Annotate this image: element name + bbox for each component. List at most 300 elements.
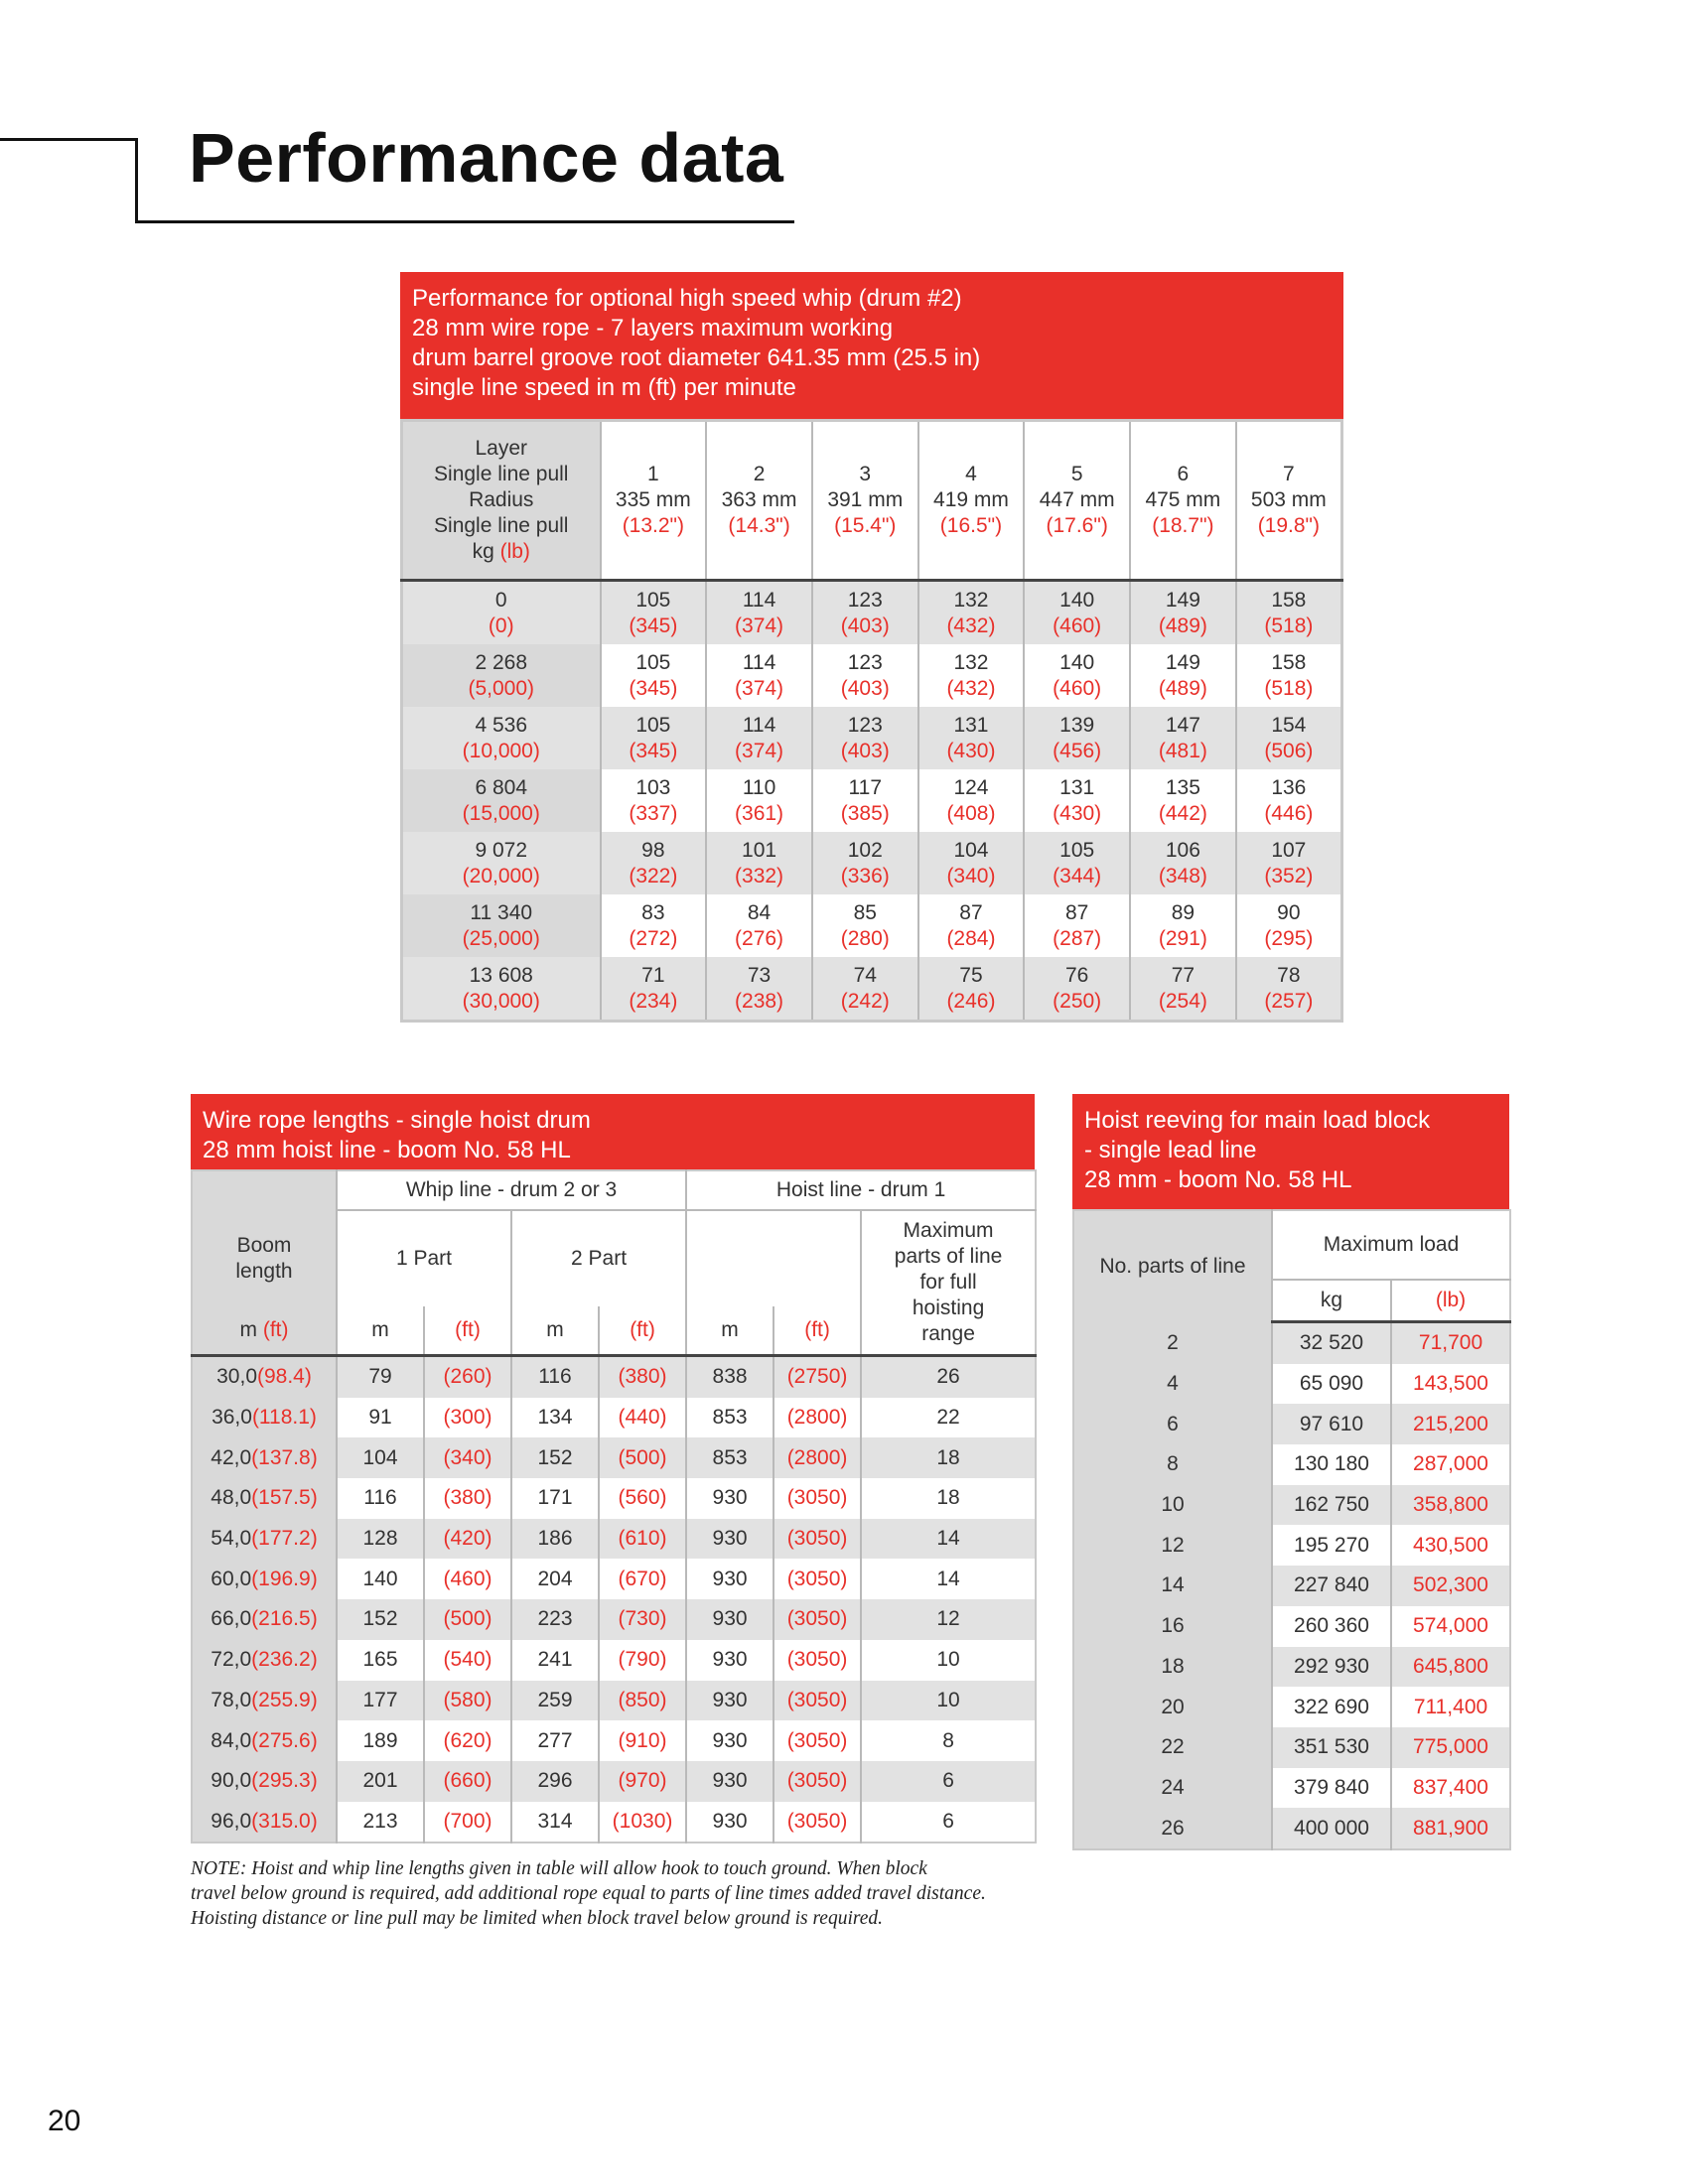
cell-text: (456): [1053, 739, 1102, 762]
load-lb-cell: [1391, 1687, 1510, 1727]
pull-cell: [402, 957, 601, 1022]
length-cell: [337, 1599, 424, 1640]
cell-text: length: [235, 1260, 293, 1283]
load-lb-cell: [1391, 1322, 1510, 1364]
table-row: [192, 1802, 1036, 1843]
cell-text: (442): [1158, 801, 1207, 825]
cell-text: 20: [1161, 1695, 1185, 1718]
cell-text: 71,700: [1418, 1331, 1483, 1355]
cell-text: 36,0: [211, 1406, 252, 1430]
table-row: [1073, 1687, 1510, 1727]
speed-cell: [1130, 957, 1236, 1022]
load-lb-cell: [1391, 1647, 1510, 1688]
cell-text: (255.9): [251, 1688, 318, 1711]
length-cell: [686, 1599, 774, 1640]
length-cell: [511, 1519, 599, 1560]
cell-text: (98.4): [257, 1365, 312, 1389]
boom-length-header: [192, 1170, 337, 1306]
reeving-header-line: - single lead line: [1084, 1137, 1257, 1163]
cell-text: (408): [946, 801, 996, 825]
length-cell: [599, 1398, 686, 1438]
length-cell: [337, 1681, 424, 1721]
page-title: Performance data: [189, 119, 784, 197]
cell-text: 103: [635, 775, 671, 799]
cell-text: 1 Part: [395, 1247, 453, 1270]
cell-text: 98: [641, 838, 665, 862]
speed-cell: [706, 832, 812, 894]
table-row: [192, 1478, 1036, 1519]
cell-text: (446): [1264, 801, 1314, 825]
cell-text: (10,000): [462, 739, 540, 762]
boom-length-cell: [192, 1356, 337, 1398]
cell-text: 78,0: [211, 1688, 252, 1711]
speed-cell: [812, 769, 918, 832]
speed-cell: [1024, 707, 1130, 769]
cell-text: (420): [443, 1527, 492, 1551]
speed-cell: [812, 957, 918, 1022]
cell-text: 8: [1167, 1452, 1179, 1476]
speed-cell: [1130, 707, 1236, 769]
length-cell: [511, 1681, 599, 1721]
cell-text: 154: [1271, 713, 1307, 737]
cell-text: 147: [1165, 713, 1200, 737]
cell-text: 18: [936, 1445, 960, 1469]
boom-length-cell: [192, 1720, 337, 1761]
cell-text: 131: [1059, 775, 1095, 799]
cell-text: No. parts of line: [1099, 1254, 1246, 1278]
cell-text: 128: [362, 1527, 398, 1551]
cell-text: 116: [538, 1365, 572, 1389]
cell-text: 90,0: [211, 1769, 252, 1793]
speed-cell: [706, 707, 812, 769]
speed-cell: [1236, 644, 1342, 707]
cell-text: 87: [959, 900, 983, 924]
cell-text: (352): [1264, 864, 1314, 887]
unit-m-cell: [686, 1306, 774, 1356]
cell-text: 114: [742, 650, 776, 674]
cell-text: 351 530: [1294, 1735, 1369, 1759]
length-cell: [686, 1437, 774, 1478]
load-kg-cell: [1272, 1525, 1391, 1566]
note-line: Hoisting distance or line pull may be limited when block travel below ground is required.: [191, 1908, 884, 1929]
cell-text: 139: [1059, 713, 1095, 737]
length-cell: [774, 1356, 861, 1398]
one-part-header: [337, 1210, 511, 1306]
cell-text: 241: [537, 1648, 573, 1672]
length-cell: [599, 1356, 686, 1398]
parts-cell: [1073, 1606, 1272, 1647]
cell-text: 14: [1161, 1573, 1185, 1597]
cell-text: (238): [735, 989, 784, 1013]
length-cell: [861, 1559, 1036, 1599]
cell-text: 89: [1171, 900, 1196, 924]
speed-cell: [601, 832, 707, 894]
cell-text: (345): [629, 676, 678, 700]
boom-length-cell: [192, 1681, 337, 1721]
speed-cell: [918, 832, 1025, 894]
cell-text: (3050): [786, 1527, 848, 1551]
cell-text: 6: [942, 1809, 954, 1833]
load-lb-cell: [1391, 1727, 1510, 1768]
speed-cell: [601, 644, 707, 707]
length-cell: [686, 1519, 774, 1560]
cell-text: (374): [735, 739, 784, 762]
speed-cell: [601, 707, 707, 769]
cell-text: 158: [1271, 588, 1307, 612]
cell-text: kg: [1320, 1289, 1343, 1311]
boom-length-cell: [192, 1559, 337, 1599]
whip-line-group-header: [337, 1170, 686, 1210]
cell-text: parts of line: [894, 1245, 1003, 1268]
cell-text: 2 268: [475, 650, 528, 674]
table-row: [1073, 1606, 1510, 1647]
table-row: [402, 581, 1342, 645]
cell-text: 130 180: [1294, 1452, 1369, 1476]
speed-cell: [1024, 894, 1130, 957]
cell-text: 171: [537, 1486, 573, 1510]
speed-cell: [1236, 957, 1342, 1022]
length-cell: [599, 1478, 686, 1519]
cell-text: 3: [859, 463, 872, 485]
cell-text: 32 520: [1299, 1331, 1364, 1355]
speed-cell: [1130, 769, 1236, 832]
length-cell: [599, 1599, 686, 1640]
cell-text: (275.6): [251, 1728, 318, 1752]
cell-text: (284): [946, 926, 996, 950]
cell-text: 107: [1271, 838, 1307, 862]
speed-cell: [812, 894, 918, 957]
layer-header-cell: [812, 421, 918, 581]
wire-header-line: Wire rope lengths - single hoist drum: [203, 1107, 591, 1134]
length-cell: [337, 1356, 424, 1398]
cell-text: 165: [362, 1648, 398, 1672]
load-lb-cell: [1391, 1525, 1510, 1566]
cell-text: (481): [1158, 739, 1207, 762]
cell-text: (234): [629, 989, 678, 1013]
layer-header-cell: [706, 421, 812, 581]
cell-text: (432): [946, 614, 996, 637]
length-cell: [337, 1559, 424, 1599]
cell-text: (291): [1158, 926, 1207, 950]
cell-text: 215,200: [1413, 1412, 1488, 1435]
cell-text: hoisting: [912, 1297, 985, 1319]
cell-text: (2750): [786, 1365, 848, 1389]
cell-text: 838: [712, 1365, 748, 1389]
cell-text: 22: [1161, 1735, 1185, 1759]
cell-text: 162 750: [1294, 1493, 1369, 1517]
speed-cell: [1024, 644, 1130, 707]
cell-text: (518): [1264, 676, 1314, 700]
cell-text: 7: [1283, 463, 1295, 485]
table-row: [192, 1640, 1036, 1681]
table-row: [402, 832, 1342, 894]
cell-text: 881,900: [1413, 1816, 1488, 1840]
cell-text: 143,500: [1413, 1372, 1488, 1396]
parts-cell: [1073, 1647, 1272, 1688]
cell-text: 14: [936, 1527, 960, 1551]
title-frame: [0, 119, 794, 223]
cell-text: (345): [629, 614, 678, 637]
cell-text: 105: [635, 713, 671, 737]
cell-text: (18.7"): [1152, 514, 1214, 537]
speed-cell: [1130, 832, 1236, 894]
unit-lb-cell: [1391, 1280, 1510, 1322]
cell-text: (315.0): [251, 1809, 318, 1833]
unit-kg-cell: [1272, 1280, 1391, 1322]
table-row: [1073, 1808, 1510, 1849]
length-cell: [511, 1761, 599, 1802]
speed-cell: [601, 769, 707, 832]
length-cell: [686, 1559, 774, 1599]
boom-unit-cell: [192, 1306, 337, 1356]
load-kg-cell: [1272, 1606, 1391, 1647]
speed-cell: [1236, 894, 1342, 957]
table-row: [402, 769, 1342, 832]
cell-text: (15.4"): [834, 514, 897, 537]
length-cell: [774, 1559, 861, 1599]
cell-text: (157.5): [251, 1486, 318, 1510]
length-cell: [424, 1559, 511, 1599]
cell-text: 18: [1161, 1654, 1185, 1678]
cell-text: (322): [629, 864, 678, 887]
load-lb-cell: [1391, 1566, 1510, 1606]
cell-text: 152: [362, 1607, 398, 1631]
cell-text: 73: [747, 963, 772, 987]
note-line: travel below ground is required, add additional rope equal to parts of line times added travel distance.: [191, 1883, 986, 1904]
load-kg-cell: [1272, 1727, 1391, 1768]
cell-text: (2800): [786, 1406, 848, 1430]
length-cell: [861, 1437, 1036, 1478]
parts-cell: [1073, 1404, 1272, 1444]
whip-performance-table: [400, 419, 1343, 1023]
speed-cell: [1024, 581, 1130, 645]
unit-ft-cell: [599, 1306, 686, 1356]
cell-text: 6: [942, 1769, 954, 1793]
table-row: [402, 957, 1342, 1022]
cell-text: 10: [936, 1688, 960, 1711]
length-cell: [337, 1761, 424, 1802]
cell-text: 123: [847, 588, 883, 612]
table-header-row: [192, 1170, 1036, 1210]
speed-cell: [812, 707, 918, 769]
cell-text: 5: [1070, 463, 1083, 485]
speed-cell: [601, 894, 707, 957]
cell-text: Whip line - drum 2 or 3: [405, 1178, 618, 1201]
table-row: [192, 1761, 1036, 1802]
cell-text: 76: [1064, 963, 1089, 987]
cell-text: m: [546, 1318, 564, 1341]
cell-text: 85: [853, 900, 877, 924]
cell-text: (260): [443, 1365, 492, 1389]
cell-text: 4: [965, 463, 977, 485]
cell-text: m: [371, 1318, 389, 1341]
reeving-header-line: 28 mm - boom No. 58 HL: [1084, 1166, 1352, 1193]
length-cell: [774, 1720, 861, 1761]
cell-text: (540): [443, 1648, 492, 1672]
cell-text: (137.8): [251, 1445, 318, 1469]
cell-text: 132: [953, 588, 989, 612]
cell-text: 930: [712, 1486, 748, 1510]
pull-cell: [402, 707, 601, 769]
length-cell: [511, 1599, 599, 1640]
table-note: [191, 1856, 1064, 1931]
length-cell: [686, 1398, 774, 1438]
cell-text: (460): [1053, 676, 1102, 700]
cell-text: 136: [1271, 775, 1307, 799]
cell-text: 90: [1277, 900, 1301, 924]
length-cell: [861, 1599, 1036, 1640]
speed-cell: [812, 832, 918, 894]
title-rule-left: [135, 138, 138, 223]
cell-text: 227 840: [1294, 1573, 1369, 1597]
cell-text: (246): [946, 989, 996, 1013]
note-line: NOTE: Hoist and whip line lengths given in table will allow hook to touch ground. When block: [191, 1858, 927, 1879]
cell-text: 930: [712, 1809, 748, 1833]
speed-cell: [918, 769, 1025, 832]
cell-text: (20,000): [462, 864, 540, 887]
pull-cell: [402, 894, 601, 957]
cell-text: (3050): [786, 1486, 848, 1510]
cell-text: 645,800: [1413, 1654, 1488, 1678]
cell-text: (518): [1264, 614, 1314, 637]
length-cell: [774, 1802, 861, 1843]
cell-text: (430): [1053, 801, 1102, 825]
cell-text: (lb): [1435, 1289, 1467, 1311]
table-row: [402, 644, 1342, 707]
load-kg-cell: [1272, 1444, 1391, 1485]
cell-text: (580): [443, 1688, 492, 1711]
layer-header-cell: [1024, 421, 1130, 581]
cell-text: 140: [362, 1567, 398, 1590]
cell-text: (850): [618, 1688, 667, 1711]
cell-text: 314: [537, 1809, 573, 1833]
cell-text: 140: [1059, 650, 1095, 674]
load-kg-cell: [1272, 1364, 1391, 1405]
parts-cell: [1073, 1525, 1272, 1566]
cell-text: 72,0: [211, 1648, 252, 1672]
cell-text: (257): [1264, 989, 1314, 1013]
cell-text: 853: [712, 1406, 748, 1430]
length-cell: [686, 1356, 774, 1398]
cell-text: 18: [936, 1486, 960, 1510]
length-cell: [861, 1681, 1036, 1721]
length-cell: [861, 1761, 1036, 1802]
cell-text: 6: [1177, 463, 1190, 485]
cell-text: 124: [953, 775, 989, 799]
cell-text: 930: [712, 1527, 748, 1551]
cell-text: (30,000): [462, 989, 540, 1013]
cell-text: 447 mm: [1039, 488, 1115, 511]
cell-text: (432): [946, 676, 996, 700]
length-cell: [774, 1640, 861, 1681]
cell-text: 104: [362, 1445, 398, 1469]
cell-text: (430): [946, 739, 996, 762]
cell-text: (1030): [612, 1809, 673, 1833]
length-cell: [861, 1398, 1036, 1438]
table-row: [402, 894, 1342, 957]
table-row: [1073, 1485, 1510, 1526]
table-row: [192, 1681, 1036, 1721]
boom-length-cell: [192, 1478, 337, 1519]
cell-text: (506): [1264, 739, 1314, 762]
speed-cell: [1236, 707, 1342, 769]
cell-text: 322 690: [1294, 1695, 1369, 1718]
cell-text: 54,0: [211, 1527, 252, 1551]
cell-text: (489): [1158, 676, 1207, 700]
cell-text: 853: [712, 1445, 748, 1469]
cell-text: (340): [443, 1445, 492, 1469]
speed-cell: [1236, 769, 1342, 832]
cell-text: (0): [488, 614, 514, 637]
cell-text: m: [239, 1318, 257, 1341]
cell-text: 77: [1171, 963, 1196, 987]
max-load-header: [1272, 1210, 1510, 1280]
max-parts-header: [861, 1210, 1036, 1356]
cell-text: 71: [641, 963, 665, 987]
cell-text: 97 610: [1299, 1412, 1364, 1435]
cell-text: (3050): [786, 1648, 848, 1672]
length-cell: [337, 1437, 424, 1478]
cell-text: 110: [742, 775, 776, 799]
cell-text: (lb): [499, 540, 530, 563]
cell-text: 189: [362, 1728, 398, 1752]
table-row: [192, 1356, 1036, 1398]
cell-text: (19.8"): [1257, 514, 1321, 537]
length-cell: [337, 1398, 424, 1438]
cell-text: 30,0: [216, 1365, 257, 1389]
cell-text: (5,000): [468, 676, 535, 700]
cell-text: 75: [959, 963, 983, 987]
load-kg-cell: [1272, 1566, 1391, 1606]
length-cell: [861, 1478, 1036, 1519]
speed-cell: [1024, 769, 1130, 832]
cell-text: (242): [840, 989, 890, 1013]
cell-text: (374): [735, 614, 784, 637]
load-kg-cell: [1272, 1404, 1391, 1444]
speed-cell: [601, 581, 707, 645]
cell-text: m: [721, 1318, 739, 1341]
whip-header-line: Performance for optional high speed whip (drum #2): [412, 285, 962, 312]
cell-text: (3050): [786, 1809, 848, 1833]
pull-cell: [402, 644, 601, 707]
load-kg-cell: [1272, 1647, 1391, 1688]
cell-text: (276): [735, 926, 784, 950]
parts-cell: [1073, 1566, 1272, 1606]
length-cell: [599, 1681, 686, 1721]
speed-cell: [918, 644, 1025, 707]
table-row: [192, 1599, 1036, 1640]
table-header-row: [1073, 1210, 1510, 1280]
wire-rope-lengths-table: [191, 1169, 1037, 1843]
cell-text: (348): [1158, 864, 1207, 887]
cell-text: 930: [712, 1648, 748, 1672]
cell-text: 123: [847, 713, 883, 737]
cell-text: 101: [742, 838, 777, 862]
cell-text: 74: [853, 963, 877, 987]
parts-cell: [1073, 1444, 1272, 1485]
cell-text: 135: [1165, 775, 1200, 799]
length-cell: [774, 1398, 861, 1438]
cell-text: (14.3"): [728, 514, 790, 537]
cell-text: 22: [936, 1406, 960, 1430]
table-row: [192, 1559, 1036, 1599]
boom-length-cell: [192, 1437, 337, 1478]
speed-cell: [706, 894, 812, 957]
length-cell: [686, 1681, 774, 1721]
load-lb-cell: [1391, 1444, 1510, 1485]
cell-text: 930: [712, 1567, 748, 1590]
cell-text: (790): [618, 1648, 667, 1672]
